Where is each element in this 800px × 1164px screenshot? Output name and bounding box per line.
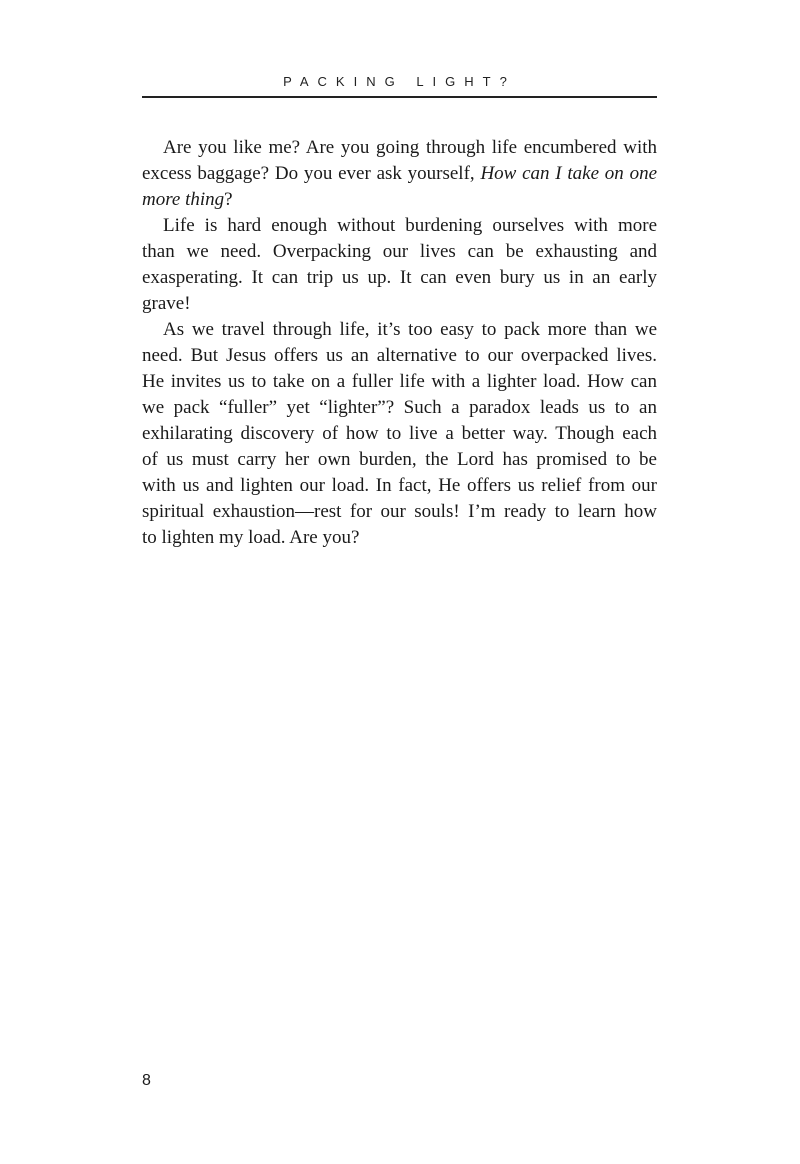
text-segment: He invites us to take on a fuller life with a lighter load. How can [142, 371, 657, 392]
text-line [142, 369, 657, 395]
text-line [142, 395, 657, 421]
text-segment: As we travel through life, it’s too easy to pack more than we [163, 319, 657, 340]
text-line [142, 187, 657, 213]
italic-text: more thing [142, 189, 225, 210]
text-line [142, 213, 657, 239]
text-segment: Are you like me? Are you going through life encumbered with [163, 137, 657, 158]
text-segment: to lighten my load. Are you? [142, 527, 360, 548]
text-line [142, 421, 657, 447]
text-line [142, 265, 657, 291]
text-segment: exhilarating discovery of how to live a better way. Though each [142, 423, 657, 444]
text-segment: Life is hard enough without burdening ourselves with more [163, 215, 657, 236]
paragraph [142, 135, 657, 213]
text-segment: of us must carry her own burden, the Lord has promised to be [142, 449, 657, 470]
text-segment: we pack “fuller” yet “lighter”? Such a paradox leads us to an [142, 397, 657, 418]
text-line [142, 317, 657, 343]
text-segment: ? [224, 189, 233, 210]
text-line [142, 161, 657, 187]
page-number: 8 [142, 1072, 151, 1089]
text-line [142, 239, 657, 265]
paragraph [142, 213, 657, 317]
text-segment: need. But Jesus offers us an alternative to our overpacked lives. [142, 345, 657, 366]
text-line [142, 473, 657, 499]
paragraph [142, 317, 657, 551]
text-segment: with us and lighten our load. In fact, He offers us relief from our [142, 475, 657, 496]
text-line [142, 447, 657, 473]
header-rule [142, 96, 657, 98]
italic-text: How can I take on one [480, 163, 657, 184]
body-text [142, 135, 657, 551]
text-segment: spiritual exhaustion—rest for our souls! I’m ready to learn how [142, 501, 657, 522]
text-line [142, 291, 657, 317]
text-line [142, 525, 657, 551]
running-head: PACKING LIGHT? [283, 74, 516, 89]
text-segment: exasperating. It can trip us up. It can even bury us in an early [142, 267, 657, 288]
text-line [142, 499, 657, 525]
text-line [142, 135, 657, 161]
text-line [142, 343, 657, 369]
text-segment: grave! [142, 293, 191, 314]
text-segment: excess baggage? Do you ever ask yourself, [142, 163, 481, 184]
text-segment: than we need. Overpacking our lives can be exhausting and [142, 241, 657, 262]
